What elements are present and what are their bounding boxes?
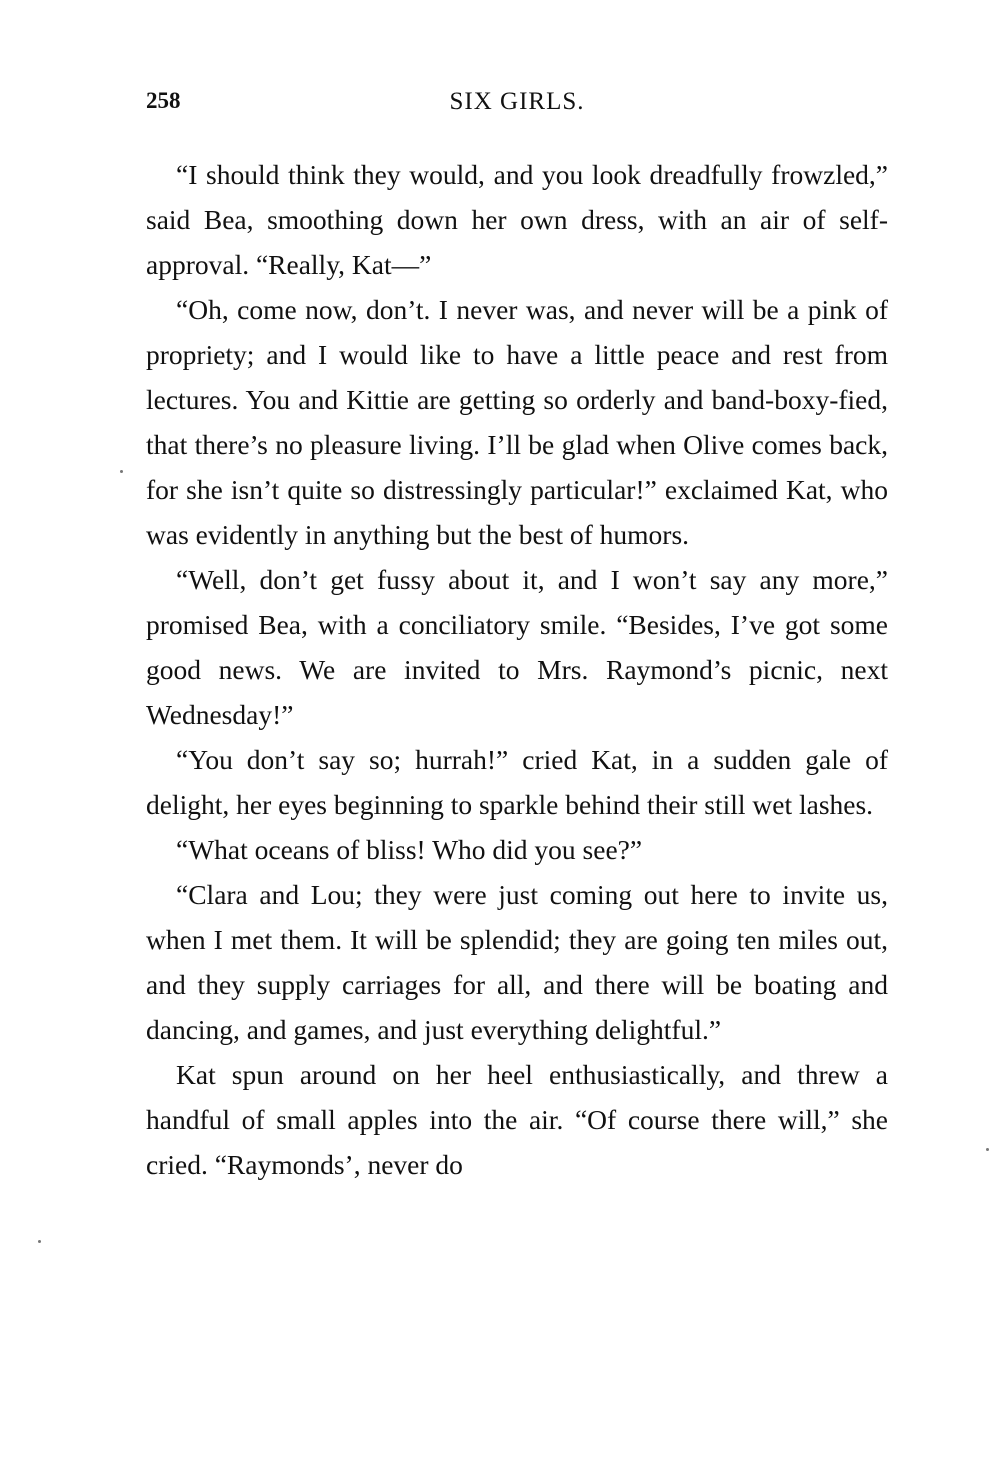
paragraph-7: Kat spun around on her heel enthusiastically, and threw a handful of small apples into the air. “Of course there will,” she cried. “Raymonds’, never do [146, 1059, 888, 1180]
paragraph-6: “Clara and Lou; they were just coming out here to invite us, when I met them. It will be splendid; they are going ten miles out, and they supply carriages for all, and there will be boating and dancing, and games, and just everything delightful.” [146, 879, 888, 1045]
page-header [146, 84, 888, 124]
paragraph-3: “Well, don’t get fussy about it, and I won’t say any more,” promised Bea, with a conciliatory smile. “Besides, I’ve got some good news. We are invited to Mrs. Raymond’s picnic, next Wednesday!” [146, 564, 888, 730]
scan-speck [38, 1240, 41, 1243]
page-number: 258 [146, 88, 181, 113]
body-text [146, 152, 888, 1187]
paragraph-5: “What oceans of bliss! Who did you see?” [176, 834, 643, 865]
scan-speck [120, 470, 123, 473]
paragraph-2: “Oh, come now, don’t. I never was, and never will be a pink of propriety; and I would like to have a little peace and rest from lectures. You and Kittie are getting so orderly and band-boxy-fied, that there’s no pleasure living. I’ll be glad when Olive comes back, for she isn’t quite so distressingly particular!” exclaimed Kat, who was evidently in anything but the best of humors. [146, 294, 888, 550]
paragraph-1: “I should think they would, and you look dreadfully frowzled,” said Bea, smoothing down her own dress, with an air of self-approval. “Really, Kat—” [146, 159, 888, 280]
scan-speck [986, 1148, 989, 1151]
paragraph-4: “You don’t say so; hurrah!” cried Kat, in a sudden gale of delight, her eyes beginning to sparkle behind their still wet lashes. [146, 744, 888, 820]
running-title: SIX GIRLS. [449, 88, 585, 115]
